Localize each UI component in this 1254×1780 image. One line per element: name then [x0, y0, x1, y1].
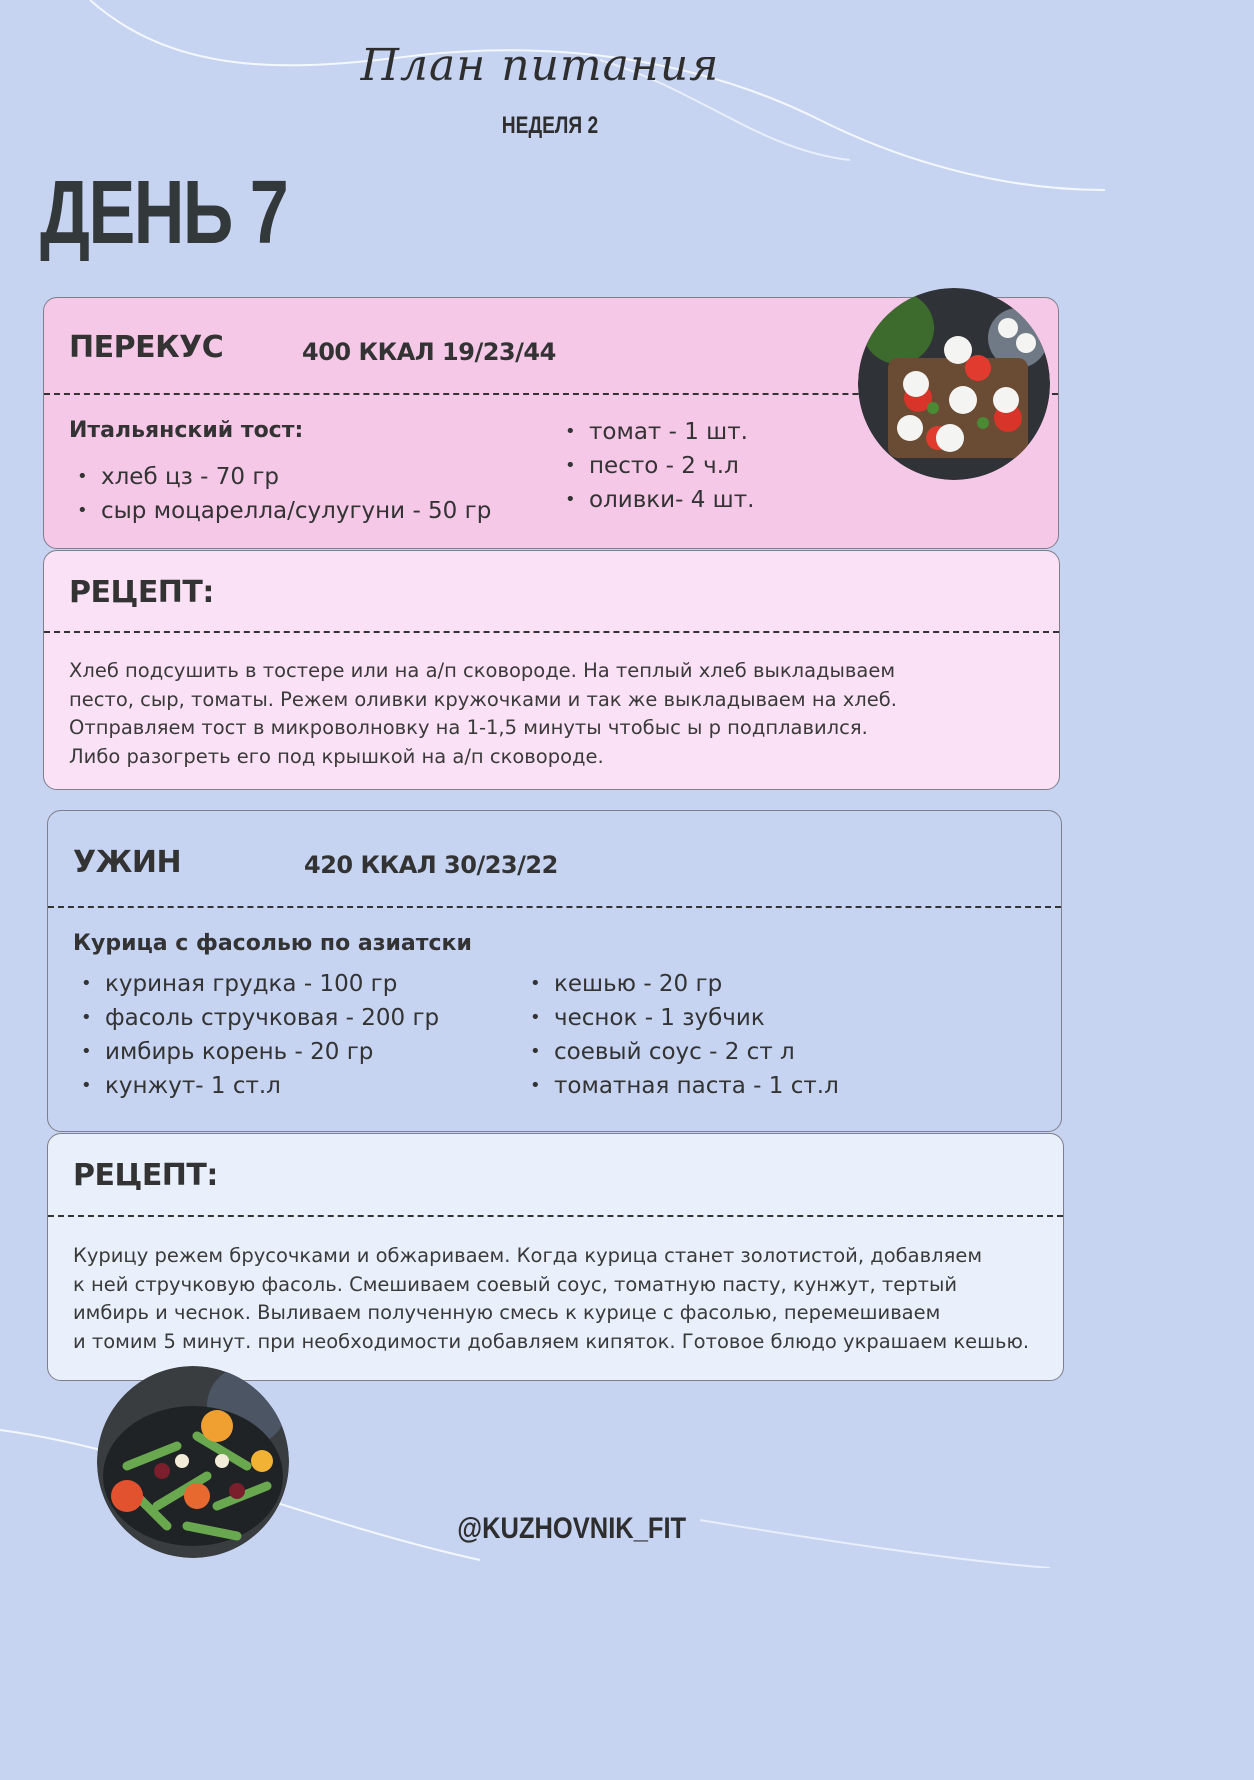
divider	[48, 906, 1061, 908]
ingredient-item: • оливки- 4 шт.	[559, 483, 754, 517]
bruschetta-photo	[858, 288, 1050, 480]
ingredients-left	[75, 967, 439, 1103]
recipe-text: Хлеб подсушить в тостере или на а/п сковороде. На теплый хлеб выкладываем песто, сыр, томаты. Режем оливки кружочками и так же выкладываем на хлеб. Отправляем тост в микроволновку на 1-1,5 минуты чтобыс ы р подплавился. Либо разогреть его под крышкой на а/п сковороде.	[69, 659, 897, 768]
meal-name: УЖИН	[73, 845, 182, 880]
ingredients-right	[559, 415, 754, 517]
ingredient-item: • томат - 1 шт.	[559, 415, 754, 449]
ingredient-item: • песто - 2 ч.л	[559, 449, 754, 483]
ingredient-item: • томатная паста - 1 ст.л	[524, 1069, 839, 1103]
ingredient-item: • имбирь корень - 20 гр	[75, 1035, 439, 1069]
dish-name: Курица с фасолью по азиатски	[73, 931, 472, 956]
recipe-title: РЕЦЕПТ:	[69, 575, 214, 610]
ingredient-item: • кешью - 20 гр	[524, 967, 839, 1001]
dish-name: Итальянский тост:	[69, 418, 304, 443]
ingredient-item: • куриная грудка - 100 гр	[75, 967, 439, 1001]
ingredient-item: • сыр моцарелла/сулугуни - 50 гр	[71, 494, 491, 528]
dinner-recipe-card	[47, 1133, 1064, 1381]
divider	[44, 631, 1059, 633]
ingredient-item: • фасоль стручковая - 200 гр	[75, 1001, 439, 1035]
recipe-text: Курицу режем брусочками и обжариваем. Когда курица станет золотистой, добавляем к ней стручковую фасоль. Смешиваем соевый соус, томатную пасту, кунжут, тертый имбирь и чеснок. Выливаем полученную смесь к курице с фасолью, перемешиваем и томим 5 минут. при необходимости добавляем кипяток. Готовое блюдо украшаем кешью.	[73, 1244, 1030, 1353]
divider	[48, 1215, 1063, 1217]
day-title: ДЕНЬ 7	[40, 163, 288, 263]
ingredients-left	[71, 460, 491, 528]
bean-salad-photo	[97, 1366, 289, 1558]
plan-script-title: План питания	[360, 40, 720, 91]
ingredient-item: • соевый соус - 2 ст л	[524, 1035, 839, 1069]
meal-kcal: 420 ККАЛ 30/23/22	[304, 851, 558, 879]
instagram-handle: @KUZHOVNIK_FIT	[457, 1512, 687, 1545]
meal-name: ПЕРЕКУС	[69, 330, 224, 365]
ingredient-item: • чеснок - 1 зубчик	[524, 1001, 839, 1035]
meal-kcal: 400 ККАЛ 19/23/44	[302, 338, 556, 366]
ingredient-item: • кунжут- 1 ст.л	[75, 1069, 439, 1103]
dinner-card	[47, 810, 1062, 1132]
ingredients-right	[524, 967, 839, 1103]
snack-recipe-card	[43, 550, 1060, 790]
recipe-title: РЕЦЕПТ:	[73, 1158, 218, 1193]
week-label: НЕДЕЛЯ 2	[501, 112, 599, 139]
ingredient-item: • хлеб цз - 70 гр	[71, 460, 491, 494]
